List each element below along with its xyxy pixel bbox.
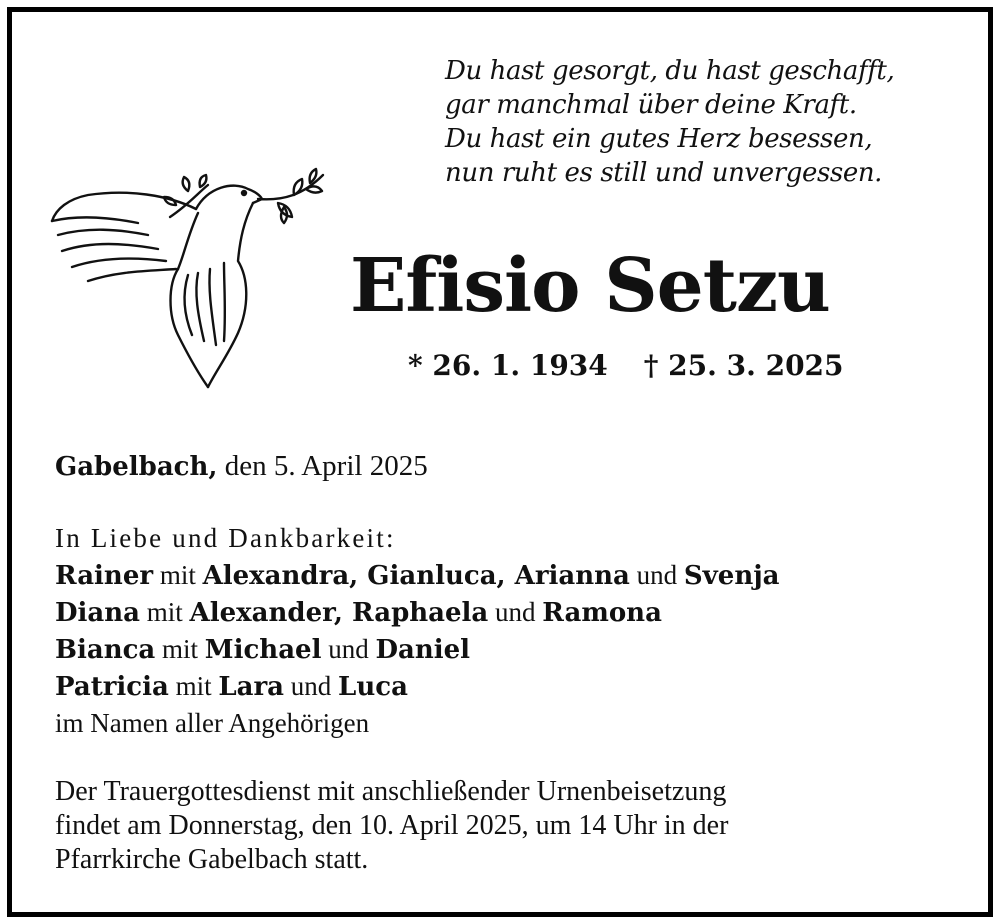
mourner-name: Bianca: [55, 635, 156, 665]
poem-line: gar manchmal über deine Kraft.: [445, 90, 857, 120]
birth-date: * 26. 1. 1934: [408, 349, 608, 382]
connector: und: [629, 560, 684, 590]
mourner-name: Ramona: [542, 598, 662, 628]
mourner-name: Alexandra, Gianluca, Arianna: [202, 561, 630, 591]
mourner-name: Michael: [204, 635, 322, 665]
connector: mit: [155, 634, 205, 664]
memorial-poem: [445, 54, 894, 190]
connector: mit: [168, 671, 219, 701]
mourner-line: [55, 594, 780, 631]
poem-line: nun ruht es still und unvergessen.: [445, 158, 883, 188]
mourner-name: Patricia: [55, 672, 169, 702]
mourners-closing: im Namen aller Angehörigen: [55, 708, 370, 738]
mourner-name: Alexander, Raphaela: [189, 598, 489, 628]
connector: und: [284, 671, 339, 701]
dove-with-olive-branch-icon: [48, 165, 338, 395]
poem-line: Du hast gesorgt, du hast geschafft,: [445, 56, 895, 86]
mourner-name: Diana: [55, 598, 141, 628]
service-line: Der Trauergottesdienst mit anschließender Urnenbeisetzung: [55, 776, 727, 807]
service-line: Pfarrkirche Gabelbach statt.: [55, 844, 369, 875]
service-announcement: [55, 775, 728, 877]
mourner-name: Daniel: [375, 635, 471, 665]
mourner-line: [55, 557, 780, 594]
mourner-name: Luca: [338, 672, 408, 702]
deceased-name: Efisio Setzu: [350, 243, 830, 329]
mourner-line: [55, 668, 780, 705]
connector: mit: [153, 560, 203, 590]
place-town: Gabelbach,: [55, 452, 218, 482]
mourner-name: Svenja: [683, 561, 780, 591]
connector: und: [488, 597, 543, 627]
mourners-intro: In Liebe und Dankbarkeit:: [55, 523, 396, 553]
life-dates: [408, 348, 844, 384]
notice-date: den 5. April 2025: [217, 450, 428, 482]
service-line: findet am Donnerstag, den 10. April 2025, um 14 Uhr in der: [55, 810, 729, 841]
mourner-line: [55, 631, 780, 668]
poem-line: Du hast ein gutes Herz besessen,: [445, 124, 873, 154]
connector: und: [321, 634, 376, 664]
mourner-name: Lara: [218, 672, 285, 702]
mourners: [55, 520, 780, 742]
place-and-date: [55, 450, 428, 484]
mourner-name: Rainer: [55, 561, 154, 591]
death-date: † 25. 3. 2025: [643, 349, 844, 382]
connector: mit: [140, 597, 190, 627]
